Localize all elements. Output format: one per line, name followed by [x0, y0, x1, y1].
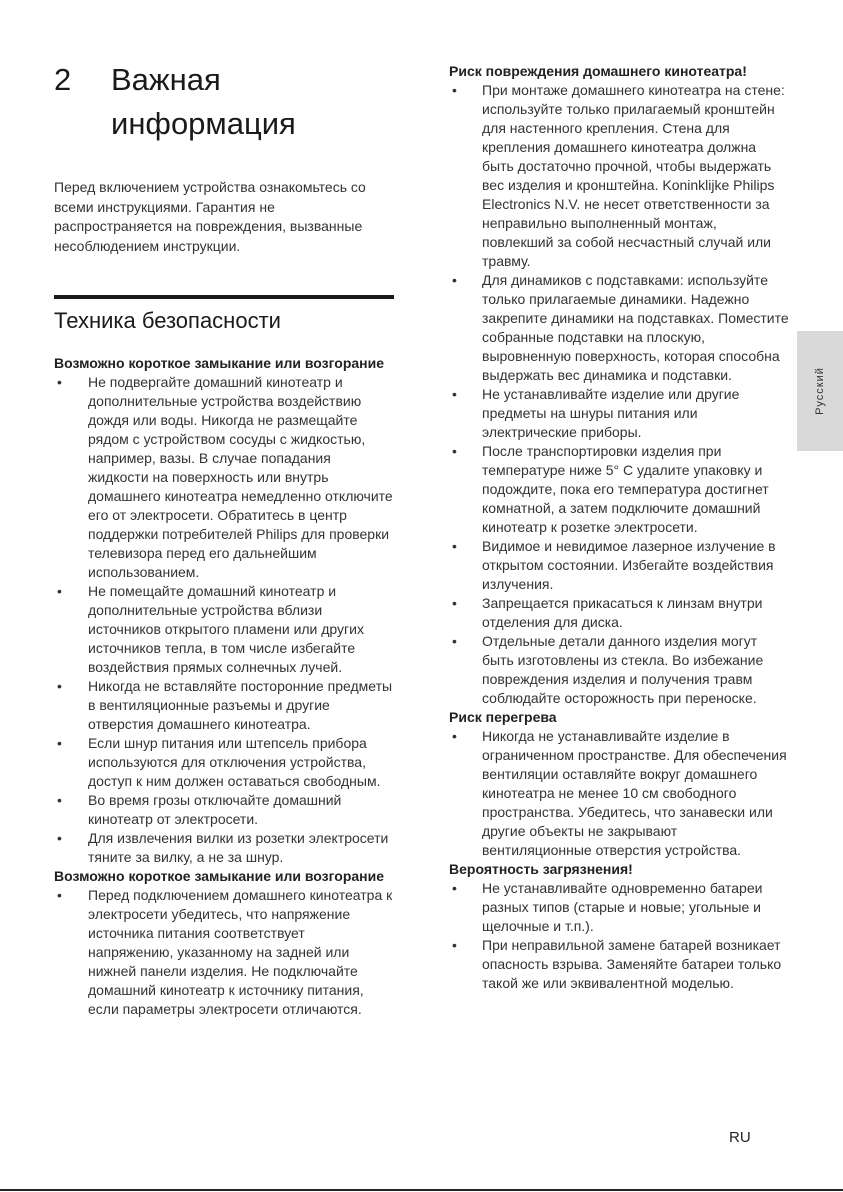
bullet-icon: • — [452, 880, 457, 896]
chapter-number: 2 — [54, 62, 72, 97]
list-item-text: При монтаже домашнего кинотеатра на стене: используйте только прилагаемый кронштейн для настенного крепления. Стена для крепления домашнего кинотеатра должна быть достаточно прочной, чтобы выдержать вес изделия и кронштейна. Koninklijke Philips Electronics N.V. не несет ответственности за неправильно выполненный монтаж, повлекший за собой несчастный случай или травму. — [482, 82, 785, 269]
bullet-icon: • — [452, 538, 457, 554]
list-item-text: Не устанавливайте одновременно батареи разных типов (старые и новые; угольные и щелочные и т.п.). — [482, 880, 763, 934]
intro-paragraph: Перед включением устройства ознакомьтесь со всеми инструкциями. Гарантия не распространяется на повреждения, вызванные несоблюдением инструкции. — [54, 179, 366, 254]
list-item — [449, 632, 789, 708]
list-item — [54, 734, 394, 791]
list-item — [449, 442, 789, 537]
list-item — [449, 879, 789, 936]
list-item-text: Перед подключением домашнего кинотеатра к электросети убедитесь, что напряжение источника питания соответствует напряжению, указанному на задней или нижней панели изделия. Не подключайте домашний кинотеатр к источнику питания, если параметры электросети отличаются. — [88, 887, 393, 1017]
section-title: Техника безопасности — [54, 308, 281, 333]
block-heading: Риск перегрева — [449, 709, 557, 725]
list-item — [54, 677, 394, 734]
bullet-list — [449, 81, 789, 708]
list-item — [449, 271, 789, 385]
list-item-text: Никогда не устанавливайте изделие в ограниченном пространстве. Для обеспечения вентиляции оставляйте вокруг домашнего кинотеатра не менее 10 см свободного пространства. Убедитесь, что занавески или другие объекты не закрывают вентиляционные отверстия устройства. — [482, 728, 787, 858]
list-item-text: Не подвергайте домашний кинотеатр и дополнительные устройства воздействию дождя или воды. Никогда не размещайте рядом с устройством сосуды с жидкостью, например, вазы. В случае попадания жидкости на поверхность или внутрь домашнего кинотеатра немедленно отключите его от электросети. Обратитесь в центр поддержки потребителей Philips для проверки телевизора перед его дальнейшим использованием. — [88, 374, 393, 580]
list-item-text: Для динамиков с подставками: используйте только прилагаемые динамики. Надежно закрепите динамики на подставках. Поместите собранные подставки на плоскую, выровненную поверхность, которая способна выдержать вес динамика и подставки. — [482, 272, 789, 383]
bullet-icon: • — [452, 386, 457, 402]
safety-block — [449, 860, 789, 993]
language-tab-label: Русский — [814, 367, 826, 415]
bullet-icon: • — [452, 82, 457, 98]
page-language-code: RU — [729, 1129, 751, 1146]
bullet-icon: • — [57, 735, 62, 751]
bullet-icon: • — [452, 443, 457, 459]
list-item — [449, 936, 789, 993]
chapter-title: Важная информация — [111, 62, 296, 141]
safety-block — [449, 708, 789, 860]
bullet-list — [54, 886, 394, 1019]
block-heading: Возможно короткое замыкание или возгорание — [54, 355, 385, 371]
bullet-icon: • — [57, 792, 62, 808]
safety-block — [449, 62, 789, 708]
list-item — [449, 385, 789, 442]
list-item — [54, 373, 394, 582]
section-divider — [54, 295, 394, 299]
bullet-icon: • — [452, 633, 457, 649]
bullet-icon: • — [452, 595, 457, 611]
list-item — [449, 81, 789, 271]
bullet-icon: • — [452, 728, 457, 744]
list-item-text: Во время грозы отключайте домашний кинотеатр от электросети. — [88, 792, 342, 827]
safety-block — [54, 354, 394, 867]
list-item — [449, 594, 789, 632]
list-item-text: Отдельные детали данного изделия могут быть изготовлены из стекла. Во избежание повреждения изделия и получения травм соблюдайте осторожность при переноске. — [482, 633, 764, 706]
left-column — [54, 354, 394, 1019]
list-item — [54, 582, 394, 677]
bullet-icon: • — [57, 583, 62, 599]
bullet-icon: • — [57, 830, 62, 846]
bullet-list — [449, 727, 789, 860]
bullet-icon: • — [57, 678, 62, 694]
bullet-icon: • — [452, 272, 457, 288]
list-item-text: Никогда не вставляйте посторонние предметы в вентиляционные разъемы и другие отверстия домашнего кинотеатра. — [88, 678, 393, 732]
bullet-icon: • — [452, 937, 457, 953]
list-item — [54, 791, 394, 829]
block-heading: Возможно короткое замыкание или возгорание — [54, 868, 385, 884]
bullet-list — [449, 879, 789, 993]
list-item-text: При неправильной замене батарей возникает опасность взрыва. Заменяйте батареи только такой же или эквивалентной моделью. — [482, 937, 782, 991]
list-item-text: Если шнур питания или штепсель прибора используются для отключения устройства, доступ к ним должен оставаться свободным. — [88, 735, 381, 789]
list-item-text: Не помещайте домашний кинотеатр и дополнительные устройства вблизи источников открытого пламени или других источников тепла, в том числе избегайте воздействия прямых солнечных лучей. — [88, 583, 364, 675]
list-item — [54, 829, 394, 867]
safety-block — [54, 867, 394, 1019]
list-item-text: Видимое и невидимое лазерное излучение в открытом состоянии. Избегайте воздействия излучения. — [482, 538, 776, 592]
list-item-text: После транспортировки изделия при температуре ниже 5° C удалите упаковку и подождите, пока его температура достигнет комнатной, а затем подключите домашний кинотеатр к розетке электросети. — [482, 443, 769, 535]
list-item — [54, 886, 394, 1019]
bullet-icon: • — [57, 374, 62, 390]
block-heading: Вероятность загрязнения! — [449, 861, 633, 877]
bottom-divider — [0, 1189, 843, 1191]
bullet-icon: • — [57, 887, 62, 903]
list-item-text: Не устанавливайте изделие или другие предметы на шнуры питания или электрические приборы. — [482, 386, 740, 440]
list-item-text: Запрещается прикасаться к линзам внутри отделения для диска. — [482, 595, 763, 630]
list-item — [449, 727, 789, 860]
right-column — [449, 62, 789, 993]
bullet-list — [54, 373, 394, 867]
block-heading: Риск повреждения домашнего кинотеатра! — [449, 63, 747, 79]
list-item — [449, 537, 789, 594]
language-tab — [797, 331, 843, 451]
list-item-text: Для извлечения вилки из розетки электросети тяните за вилку, а не за шнур. — [88, 830, 389, 865]
